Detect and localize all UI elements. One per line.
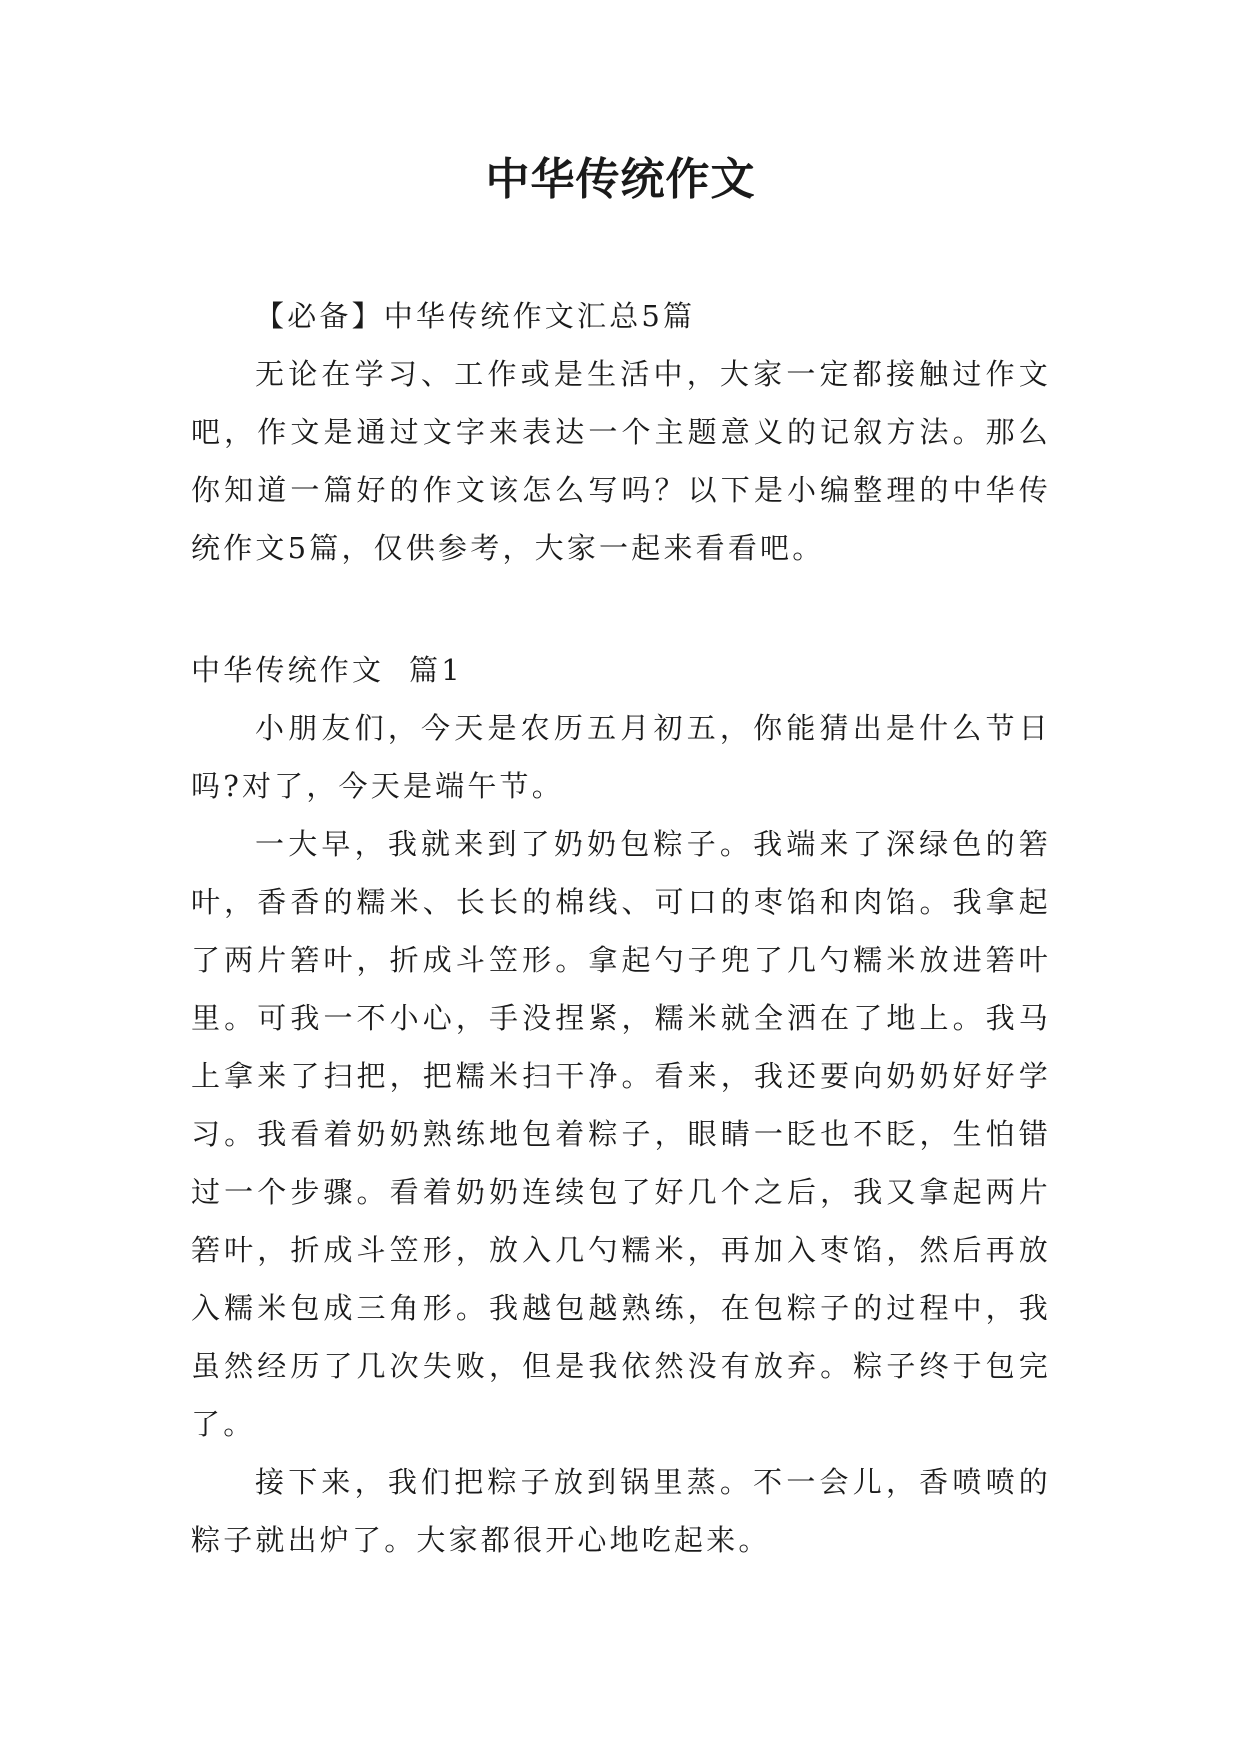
intro-heading: 【必备】中华传统作文汇总5篇 [255, 299, 696, 333]
document-body [191, 287, 1051, 1569]
essay-paragraph-3: 接下来，我们把粽子放到锅里蒸。不一会儿，香喷喷的粽子就出炉了。大家都很开心地吃起来。 [191, 1465, 1051, 1557]
section-heading: 中华传统作文 篇1 [191, 653, 463, 687]
document-title: 中华传统作文 [485, 154, 756, 205]
essay-paragraph-1: 小朋友们，今天是农历五月初五，你能猜出是什么节日吗?对了，今天是端午节。 [191, 711, 1051, 803]
intro-paragraph: 无论在学习、工作或是生活中，大家一定都接触过作文吧，作文是通过文字来表达一个主题意义的记叙方法。那么你知道一篇好的作文该怎么写吗？以下是小编整理的中华传统作文5篇，仅供参考，大家一起来看看吧。 [191, 357, 1051, 565]
essay-paragraph-2: 一大早，我就来到了奶奶包粽子。我端来了深绿色的箬叶，香香的糯米、长长的棉线、可口的枣馅和肉馅。我拿起了两片箬叶，折成斗笠形。拿起勺子兜了几勺糯米放进箬叶里。可我一不小心，手没捏紧，糯米就全洒在了地上。我马上拿来了扫把，把糯米扫干净。看来，我还要向奶奶好好学习。我看着奶奶熟练地包着粽子，眼睛一眨也不眨，生怕错过一个步骤。看着奶奶连续包了好几个之后，我又拿起两片箬叶，折成斗笠形，放入几勺糯米，再加入枣馅，然后再放入糯米包成三角形。我越包越熟练，在包粽子的过程中，我虽然经历了几次失败，但是我依然没有放弃。粽子终于包完了。 [191, 827, 1051, 1441]
